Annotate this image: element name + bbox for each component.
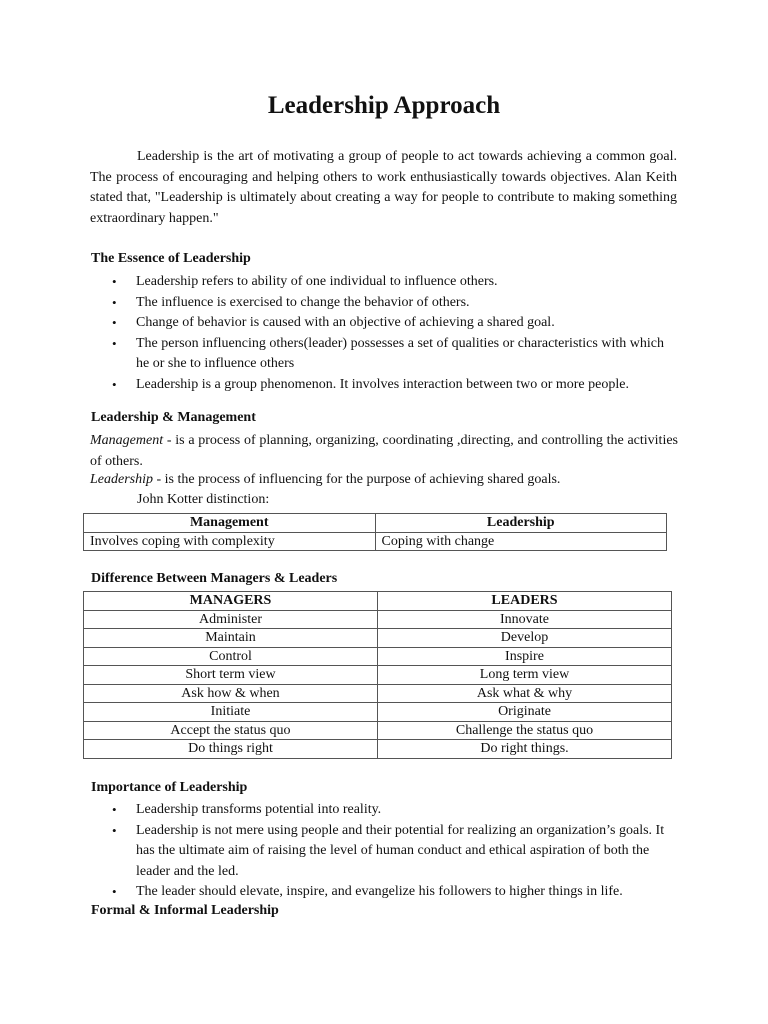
table-cell: Do things right xyxy=(84,740,378,759)
table-cell: Long term view xyxy=(378,666,672,685)
table-cell: Maintain xyxy=(84,629,378,648)
table-cell: Initiate xyxy=(84,703,378,722)
leadership-term: Leadership xyxy=(90,472,153,487)
list-item: • The leader should elevate, inspire, and evangelize his followers to higher things in life. xyxy=(90,882,678,903)
table-cell: Challenge the status quo xyxy=(378,721,672,740)
list-item: • Leadership is a group phenomenon. It involves interaction between two or more people. xyxy=(90,375,678,396)
table-header-cell: LEADERS xyxy=(378,592,672,611)
table-cell: Control xyxy=(84,647,378,666)
essence-list xyxy=(90,272,678,395)
table-row xyxy=(84,610,672,629)
management-definition-text: - is a process of planning, organizing, coordinating ,directing, and controlling the activities of others. xyxy=(90,433,678,469)
importance-list xyxy=(90,800,678,903)
table-header-cell: MANAGERS xyxy=(84,592,378,611)
formal-informal-heading: Formal & Informal Leadership xyxy=(91,903,279,918)
table-row xyxy=(84,647,672,666)
leadership-definition-text: - is the process of influencing for the purpose of achieving shared goals. xyxy=(153,472,561,487)
managers-leaders-table xyxy=(83,591,672,759)
list-item: • The influence is exercised to change the behavior of others. xyxy=(90,293,678,314)
table-cell: Do right things. xyxy=(378,740,672,759)
table-header-row xyxy=(84,514,667,533)
table-cell: Short term view xyxy=(84,666,378,685)
table-cell: Coping with change xyxy=(375,532,667,551)
table-row xyxy=(84,666,672,685)
table-cell: Administer xyxy=(84,610,378,629)
table-cell: Ask how & when xyxy=(84,684,378,703)
importance-heading: Importance of Leadership xyxy=(91,780,248,795)
table-row xyxy=(84,721,672,740)
intro-paragraph xyxy=(90,147,677,229)
table-header-cell: Leadership xyxy=(375,514,667,533)
list-item: • Leadership transforms potential into reality. xyxy=(90,800,678,821)
kotter-table xyxy=(83,513,667,551)
table-cell: Involves coping with complexity xyxy=(84,532,376,551)
management-term: Management xyxy=(90,433,164,448)
list-item: • Change of behavior is caused with an objective of achieving a shared goal. xyxy=(90,313,678,334)
table-row xyxy=(84,740,672,759)
table-row xyxy=(84,684,672,703)
table-cell: Develop xyxy=(378,629,672,648)
management-definition xyxy=(90,431,678,472)
table-row xyxy=(84,703,672,722)
table-cell: Inspire xyxy=(378,647,672,666)
list-item: • Leadership refers to ability of one individual to influence others. xyxy=(90,272,678,293)
table-cell: Ask what & why xyxy=(378,684,672,703)
list-item: • Leadership is not mere using people and their potential for realizing an organization’s goals. It has the ultimate aim of raising the level of human conduct and ethical aspiration of both the leader and the led. xyxy=(90,821,678,883)
page-title: Leadership Approach xyxy=(267,92,501,119)
table-cell: Accept the status quo xyxy=(84,721,378,740)
table-header-cell: Management xyxy=(84,514,376,533)
kotter-label: John Kotter distinction: xyxy=(137,492,270,507)
intro-text: Leadership is the art of motivating a group of people to act towards achieving a common goal. The process of encouraging and helping others to work enthusiastically towards objectives. Alan Keith stated that, "Leadership is ultimately about creating a way for people to contribute to making something extraordinary happen." xyxy=(90,149,677,226)
table-cell: Originate xyxy=(378,703,672,722)
table-header-row xyxy=(84,592,672,611)
table-row xyxy=(84,629,672,648)
difference-heading: Difference Between Managers & Leaders xyxy=(91,571,338,586)
list-item: • The person influencing others(leader) possesses a set of qualities or characteristics with which he or she to influence others xyxy=(90,334,678,375)
leadership-management-heading: Leadership & Management xyxy=(91,410,256,425)
leadership-definition xyxy=(90,472,678,488)
table-cell: Innovate xyxy=(378,610,672,629)
essence-heading: The Essence of Leadership xyxy=(91,251,251,266)
table-row xyxy=(84,532,667,551)
